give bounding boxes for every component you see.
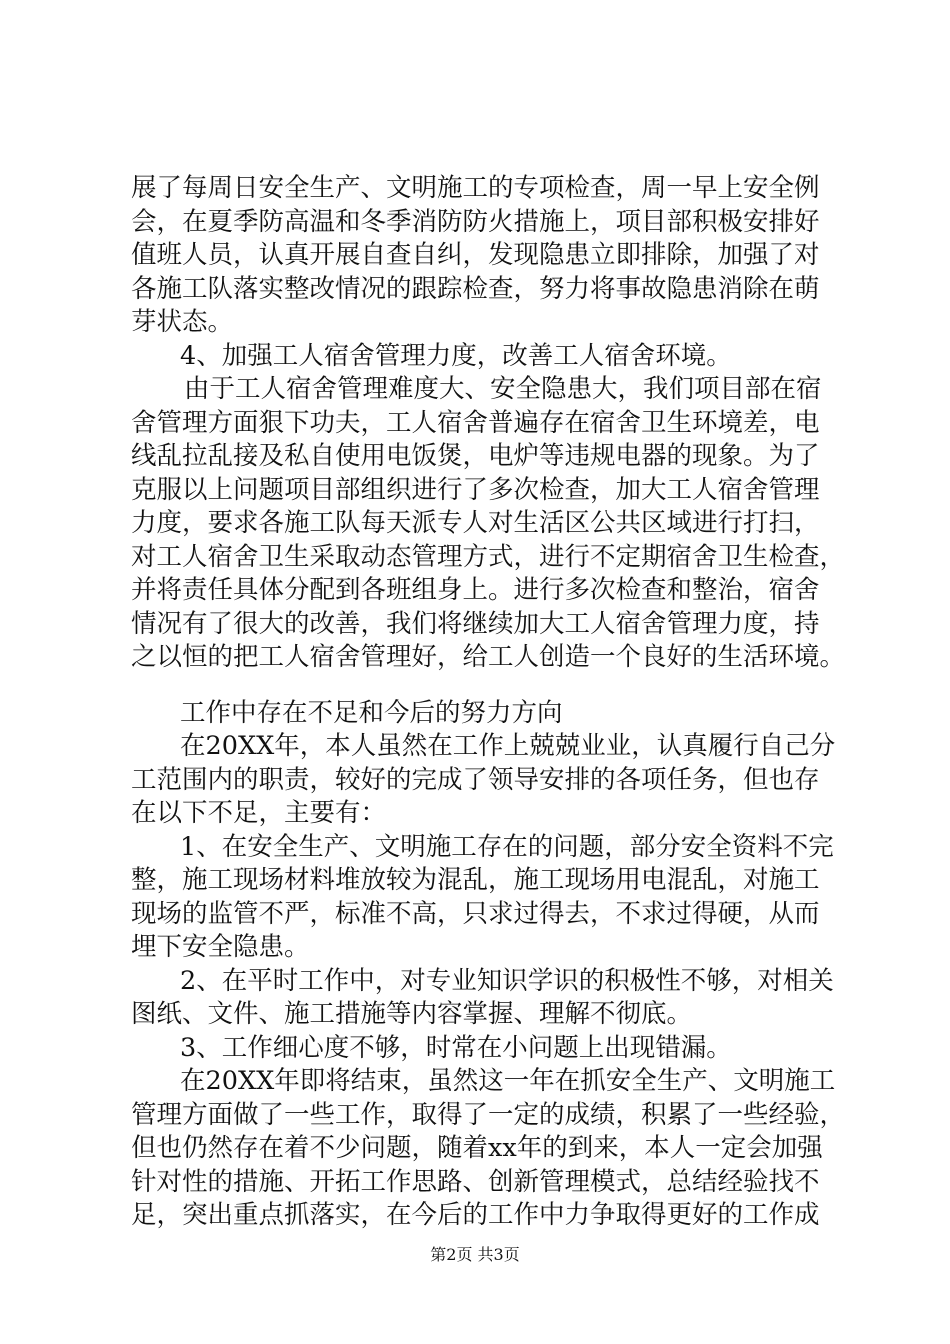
paragraph-start: 由于工人宿舍管理难度大、安全隐患大，我们项目部在宿 xyxy=(184,374,822,404)
text-line: 对工人宿舍卫生采取动态管理方式，进行不定期宿舍卫生检查， xyxy=(131,541,846,572)
list-item: 2、在平时工作中，对专业知识学识的积极性不够，对相关 xyxy=(180,965,834,996)
section-heading: 4、加强工人宿舍管理力度，改善工人宿舍环境。 xyxy=(180,340,732,371)
text-line: 情况有了很大的改善，我们将继续加大工人宿舍管理力度，持 xyxy=(131,608,820,639)
text-line: 展了每周日安全生产、文明施工的专项检查，周一早上安全例 xyxy=(131,173,820,203)
text-line: 并将责任具体分配到各班组身上。进行多次检查和整治，宿舍 xyxy=(131,575,820,605)
text-line: 克服以上问题项目部组织进行了多次检查，加大工人宿舍管理 xyxy=(131,474,820,505)
text-line: 之以恒的把工人宿舍管理好，给工人创造一个良好的生活环境。 xyxy=(131,642,846,672)
text-line: 足，突出重点抓落实，在今后的工作中力争取得更好的工作成 xyxy=(131,1200,820,1230)
text-line: 值班人员，认真开展自查自纠，发现隐患立即排除，加强了对 xyxy=(131,240,820,270)
text-line: 整，施工现场材料堆放较为混乱，施工现场用电混乱，对施工 xyxy=(131,865,820,895)
text-line: 管理方面做了一些工作，取得了一定的成绩，积累了一些经验， xyxy=(131,1099,846,1130)
text-line: 图纸、文件、施工措施等内容掌握、理解不彻底。 xyxy=(131,999,693,1029)
text-line: 现场的监管不严，标准不高，只求过得去，不求过得硬，从而 xyxy=(131,898,820,929)
text-line: 埋下安全隐患。 xyxy=(131,932,310,962)
list-item: 1、在安全生产、文明施工存在的问题，部分安全资料不完 xyxy=(180,831,834,862)
text-line: 舍管理方面狠下功夫，工人宿舍普遍存在宿舍卫生环境差，电 xyxy=(131,407,820,438)
text-line: 线乱拉乱接及私自使用电饭煲，电炉等违规电器的现象。为了 xyxy=(131,441,820,471)
paragraph-start: 在20XX年即将结束，虽然这一年在抓安全生产、文明施工 xyxy=(180,1066,836,1096)
text-line: 工范围内的职责，较好的完成了领导安排的各项任务，但也存 xyxy=(131,764,820,795)
text-line: 但也仍然存在着不少问题，随着xx年的到来，本人一定会加强 xyxy=(131,1133,823,1163)
page-footer: 第2页 共3页 xyxy=(430,1245,520,1264)
text-line: 芽状态。 xyxy=(131,307,234,337)
text-line: 各施工队落实整改情况的跟踪检查，努力将事故隐患消除在萌 xyxy=(131,273,820,304)
list-item: 3、工作细心度不够，时常在小问题上出现错漏。 xyxy=(180,1032,732,1063)
text-line: 在以下不足，主要有： xyxy=(131,798,387,828)
paragraph-start: 在20XX年，本人虽然在工作上兢兢业业，认真履行自己分 xyxy=(180,731,836,761)
text-line: 会，在夏季防高温和冬季消防防火措施上，项目部积极安排好 xyxy=(131,206,820,237)
section-heading: 工作中存在不足和今后的努力方向 xyxy=(180,697,563,728)
text-line: 针对性的措施、开拓工作思路、创新管理模式，总结经验找不 xyxy=(131,1166,820,1197)
text-line: 力度，要求各施工队每天派专人对生活区公共区域进行打扫， xyxy=(131,508,820,538)
